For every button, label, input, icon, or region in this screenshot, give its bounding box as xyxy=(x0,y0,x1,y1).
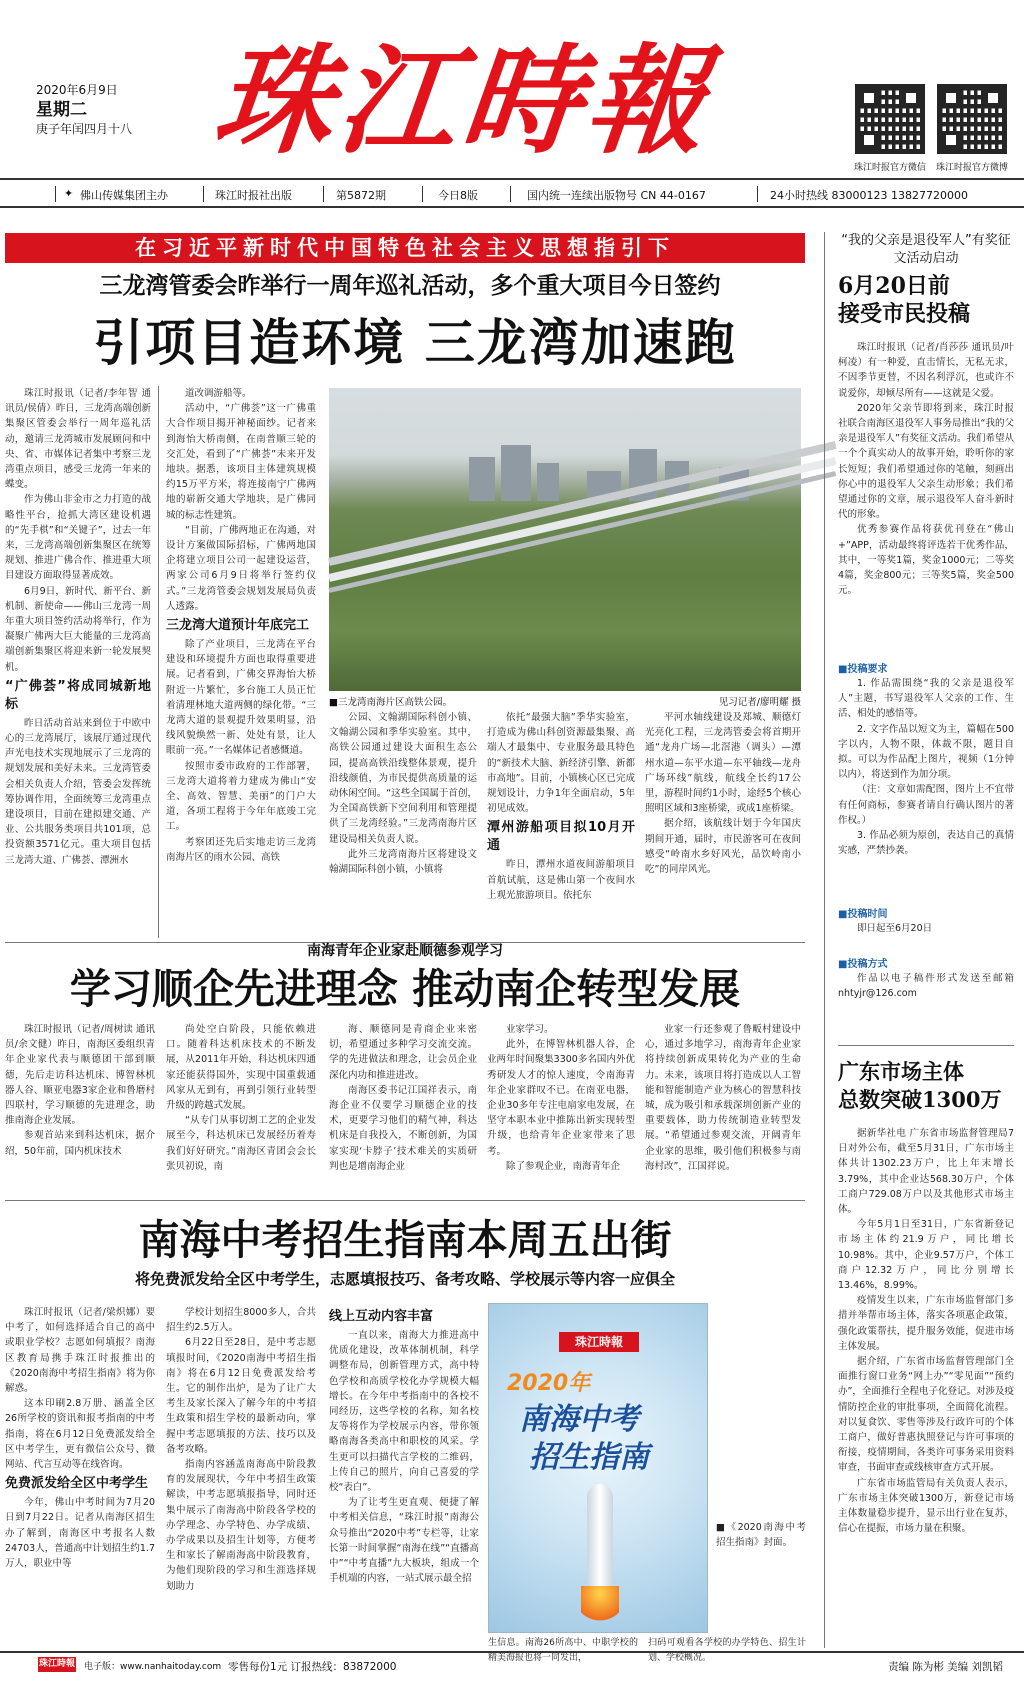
side2-headline-2: 总数突破1300万 xyxy=(838,1087,1002,1112)
lead-kicker: 三龙湾管委会昨举行一周年巡礼活动，多个重大项目今日签约 xyxy=(99,273,721,299)
paragraph: 据新华社电 广东省市场监督管理局7日对外公布，截至5月31日，广东市场主体共计1302.23万户，比上年末增长3.79%，其中企业达568.30万户，个体工商户729.08万户以及其他形式市场主体。 xyxy=(838,1128,1014,1216)
rocket-icon xyxy=(587,1484,613,1594)
cover-year: 2020年 xyxy=(507,1371,591,1396)
paragraph: 2020年父亲节即将到来，珠江时报社联合南海区退役军人事务局推出“我的父亲是退役军人”有奖征文活动。我们希望从一个个真实动人的故事开始，聆听你的家长短短；我们希望通过你的笔触，刻画出你心中的退役军人父亲生动形象；我们希望通过你的文章，展示退役军人奋斗新时代的形象。 xyxy=(838,402,1014,521)
paragraph: 今年，佛山中考时间为7月20日到7月22日。记者从南海区招生办了解到，南海区中考报名人数24703人，普通高中计划招生约1.7万人，职业中等 xyxy=(5,1497,155,1570)
rocket-flame-icon xyxy=(581,1586,619,1626)
lead-column-3 xyxy=(329,710,477,940)
side1-kicker: “我的父亲是退役军人”有奖征文活动启动 xyxy=(841,233,1011,266)
issuer: 珠江时报社出版 xyxy=(215,189,292,202)
paragraph: 6月9日，新时代、新平台、新机制、新使命——佛山三龙湾一周年重大项目签约活动将举行，作为凝聚广佛两大巨大能量的三龙湾高端创新集聚区将迎来新一轮发展契机。 xyxy=(5,585,151,673)
cover-title-line1: 南海中考 xyxy=(519,1402,639,1437)
slogan-banner: 在习近平新时代中国特色社会主义思想指引下 xyxy=(5,233,805,263)
lead-column-2 xyxy=(166,386,316,940)
paragraph: 昨日活动首站来到位于中欧中心的三龙湾展厅，该展厅通过现代声光电技术实现地展示了三龙湾的规划发展和美好未来。三龙湾管委会相关负责人介绍，管委会发挥统筹协调作用，全面统筹三龙湾重点建设项目，目前在建拟建交通、产业、公共服务类项目共101项，总投资额3571亿元。重大项目包括三龙湾大道、广佛荟、潭洲水 xyxy=(5,717,151,866)
second-headline: 学习顺企先进理念 推动南企转型发展 xyxy=(69,965,741,1013)
side1-body xyxy=(838,340,1014,648)
photo-credit: 见习记者/廖明耀 摄 xyxy=(718,697,801,708)
third-tail-1: 生信息。南海26所高中、中职学校的精美海报也将一同发出， xyxy=(488,1638,638,1664)
date-block xyxy=(36,82,132,138)
paragraph: 参观首站来到科达机床，据介绍，50年前，国内机床技术 xyxy=(5,1130,155,1157)
logo-mark-icon: ✦ xyxy=(64,187,74,200)
footer-bar xyxy=(0,1651,1024,1675)
paragraph: 业家学习。 xyxy=(506,1024,554,1035)
cover-brand: 珠江時報 xyxy=(559,1332,639,1352)
second-column-4 xyxy=(487,1022,635,1187)
hotline: 24小时热线 83000123 13827720000 xyxy=(770,189,968,202)
side1-req-title: ■投稿要求 xyxy=(838,664,888,675)
paragraph: 为了让考生更直观、便捷了解中考相关信息，“珠江时报”南海公众号推出“2020中考”专栏等，让家长第一时间掌握“南海在线”“直播高中”“中考直播”九大板块，组成一个手机端的内容，一站式展示最全招 xyxy=(329,1497,479,1585)
second-kicker: 南海青年企业家赴顺德参观学习 xyxy=(307,943,503,959)
side1-headline-2: 接受市民投稿 xyxy=(838,301,971,327)
lead-column-4 xyxy=(487,710,635,940)
paragraph: 除了参观企业，南海青年企 xyxy=(506,1160,621,1172)
paragraph: 这本印刷2.8万册、涵盖全区26所学校的资讯和报考指南的中考指南，将在6月12日免费派发给全区中考学生，更有微信公众号、微网站、代言互动等在线咨询。 xyxy=(5,1398,155,1471)
paragraph: 珠江时报讯（记者/李年智 通讯员/侯倩）昨日，三龙湾高端创新集聚区管委会举行一周年巡礼活动，邀请三龙湾城市发展顾问和中央、省、市媒体记者集中考察三龙湾重点项目，感受三龙湾一年来的蝶变。 xyxy=(5,388,151,491)
paragraph: 6月22日至28日，是中考志愿填报时间，《2020南海中考招生指南》将在6月12日免费派发给考生。它的制作出炉，是为了让广大考生及家长深入了解今年的中考招生政策和招生学校的最新动向，掌握中考志愿填报的方法、技巧以及备考攻略。 xyxy=(166,1337,316,1455)
paragraph: “目前，广佛两地正在沟通，对设计方案做国际招标，广佛两地国企将建立项目公司一起建设运营，两家公司6月9日将举行签约仪式。”三龙湾管委会规划发展局负责人透露。 xyxy=(166,524,316,612)
paragraph: 依托“最强大脑”季华实验室，打造成为佛山科创资源最集聚、高端人才最集中、专业服务最具特色的“新技术大脑、新经济引擎、新都市高地”。目前，小镇核心区已完成规划设计，力争1年全面启动，5年初见成效。 xyxy=(487,712,635,815)
third-column-2 xyxy=(166,1305,316,1647)
footer-price: 零售每份1元 订报热线：83872000 xyxy=(228,1661,397,1673)
subheading: 三龙湾大道预计年底完工 xyxy=(166,618,310,634)
paragraph: 珠江时报讯（记者/周树读 通讯员/余文健）昨日，南海区委组织青年企业家代表与顺德团干部到顺德，先后走访科达机床、博智林机器人谷、顺亚电器3家企业和鲁磨村四联村，学习顺德的先进理念，助推南海企业发展。 xyxy=(5,1024,155,1127)
paragraph: 此外，在博智林机器人谷，企业两年时间聚集3300多名国内外优秀研发人才的惊人速度，令南海青年企业家群叹不已。在南亚电器，企业30多年专注电扇家电发展，在坚守本职本业中推陈出新实现转型升级，也给青年企业家带来了思考。 xyxy=(487,1039,635,1157)
paragraph: 此外三龙湾南海片区将建设文翰湖国际科创小镇，小镇将 xyxy=(329,848,477,876)
qr-wechat-caption: 珠江时报官方微信 xyxy=(853,163,926,173)
paragraph: 作为佛山非金市之力打造的战略性平台，抢抓大湾区建设机遇的“先手棋”和“关键子”，过去一年来，三龙湾高端创新集聚区在统筹规划、推进广佛合作、推进重大项目建设方面取得显著成效。 xyxy=(5,494,151,582)
guide-cover-image xyxy=(488,1303,708,1633)
footer-site[interactable]: 电子版：www.nanhaitoday.com xyxy=(84,1662,222,1672)
third-column-3 xyxy=(329,1305,479,1647)
paragraph: 珠江时报讯（记者/梁炽娜）要中考了，如何选择适合自己的高中或职业学校？志愿如何填报？南海区教育局携手珠江时报推出的《2020南海中考招生指南》将为你解惑。 xyxy=(5,1307,155,1395)
side1-headline-1: 6月20日前 xyxy=(838,273,950,299)
paragraph: 今年5月1日至31日，广东省新登记市场主体约21.9万户，同比增长10.98%。其中，企业9.57万户，个体工商户12.32万户，同比分别增长13.46%，8.99%。 xyxy=(838,1219,1014,1292)
issue-number: 第5872期 xyxy=(336,189,386,202)
paragraph: 考察团还先后实地走访三龙湾南海片区的雨水公园、高铁 xyxy=(166,836,316,863)
third-headline: 南海中考招生指南本周五出街 xyxy=(138,1216,672,1264)
issue-weekday: 星期二 xyxy=(36,100,87,120)
side1-time-title: ■投稿时间 xyxy=(838,909,888,920)
paragraph: 平河水轴线建设及郑城、顺德灯光亮化工程，三龙湾管委会将首期开通“龙舟广场—北滘港（调头）—潭州水道—东平水道—东平轴线—龙舟广场环线”航线，航线全长约17公里，游程时间约1小时，途经5个核心照明区域和3座桥梁，或成1座桥梁。 xyxy=(645,712,801,815)
issue-date: 2020年6月9日 xyxy=(36,83,118,97)
third-column-1 xyxy=(5,1305,155,1647)
qr-weibo-caption: 珠江时报官方微博 xyxy=(935,163,1008,173)
paragraph: 2. 文字作品以短文为主，篇幅在500字以内，人物不限，体裁不限，题目自拟。可以为作品配上图片，视频（1分钟以内），将送到作为加分项。 xyxy=(838,723,1014,781)
lunar-date: 庚子年闰四月十八 xyxy=(36,122,133,136)
footer-logo: 珠江時報 xyxy=(38,1657,76,1672)
cn-number: 国内统一连续出版物号 CN 44-0167 xyxy=(527,189,706,202)
subheading: 潭州游船项目拟10月开通 xyxy=(487,820,635,854)
paragraph: 据介绍，广东省市场监督管理部门全面推行窗口业务“网上办”“零见面”“预约办”，全面推行全程电子化登记。对涉及疫情防控企业的审批事项，全面简化流程。对以复食饮、零售等涉及行政许可的个体工商户，做好普惠执照登记与许可事项的衔接，疫情期间，各类许可事务采用资料审查，书面审查或线核审查方式开展。 xyxy=(838,1356,1014,1474)
publisher: 佛山传媒集团主办 xyxy=(80,189,168,202)
lead-headline: 引项目造环境 三龙湾加速跑 xyxy=(93,313,737,372)
side1-method: 作品以电子稿件形式发送至邮箱nhtyjr@126.com xyxy=(838,973,1014,1000)
page-count: 今日8版 xyxy=(438,189,478,202)
qr-wechat[interactable] xyxy=(855,84,925,154)
side2-body xyxy=(838,1126,1014,1646)
side1-time: 即日起至6月20日 xyxy=(857,923,933,934)
subheading: 免费派发给全区中考学生 xyxy=(5,1476,149,1492)
paragraph: 3. 作品必须为原创，表达自己的真情实感，严禁抄袭。 xyxy=(838,830,1014,857)
paragraph: 学校计划招生8000多人，合共招生约2.5万人。 xyxy=(166,1307,316,1334)
paragraph: 尚处空白阶段，只能依赖进口。随着科达机床技术的不断发展，从2011年开始，科达机床四通家还能获得国外，实现中国重载通风家从无到有，再到引领行业转型升级的跨越式发展。 xyxy=(166,1024,316,1112)
info-bar xyxy=(0,178,1024,208)
paragraph: 按照市委市政府的工作部署，三龙湾大道将着力建成为佛山“安全、高效、智慧、美丽”的门户大道，各项工程将于今年年底竣工完工。 xyxy=(166,760,316,833)
newspaper-logo: 珠江時報 xyxy=(207,31,719,170)
paragraph: 海、顺德同是青商企业来密切，希望通过多种学习交流交流。学的先进做法和理念，让会员企业深化内功和推进进改。 xyxy=(329,1024,477,1081)
subheading: 线上互动内容丰富 xyxy=(329,1309,434,1324)
qr-weibo[interactable] xyxy=(937,84,1007,154)
side2-headline-1: 广东市场主体 xyxy=(838,1059,964,1084)
lead-column-1 xyxy=(5,386,151,940)
side1-req xyxy=(838,676,1014,896)
subheading: “广佛荟”将成同城新地标 xyxy=(5,678,151,712)
photo-caption: ■三龙湾南海片区高铁公园。 xyxy=(329,697,452,708)
second-column-2 xyxy=(166,1022,316,1187)
paragraph: 公园、文翰湖国际科创小镇、文翰湖公园和季华实验室。其中，高铁公园通过建设大面积生态公园，提高高铁沿线整体景观，提升沿线颜值，为市民提供高质量的运动休闲空间。“这些全国属于首创，为全国高铁新下空间利用和管理提供了三龙湾经验。”三龙湾南海片区建设局相关负责人说。 xyxy=(329,712,477,845)
second-column-1 xyxy=(5,1022,155,1187)
paragraph: 除了产业项目，三龙湾在平台建设和环境提升方面也取得重要进展。记者看到，广佛交界海怡大桥附近一片繁忙，多台施工人员正忙着清理林地大道两侧的绿化带。“三龙湾大道的景观提升效果明显，沿线风貌焕然一新、处处有景，让人眼前一亮。”一名媒体记者感慨道。 xyxy=(166,639,316,757)
paragraph: （注：文章如需配图，图片上不宜带有任何商标，参赛者请自行确认图片的著作权。） xyxy=(838,784,1014,826)
third-tail-2: 扫码可观看各学校的办学特色、招生计划、学校概况。 xyxy=(648,1638,806,1664)
second-column-5 xyxy=(645,1022,801,1187)
cover-title-line2: 招生指南 xyxy=(529,1440,649,1475)
lead-column-5 xyxy=(645,710,801,940)
photo-caption-row xyxy=(329,694,801,708)
side1-method-title: ■投稿方式 xyxy=(838,959,888,970)
paragraph: 据介绍，该航线计划于今年国庆期间开通，届时，市民游客可在夜间感受“岭南水乡好风光，品饮岭南小吃”的同岸风光。 xyxy=(645,818,801,876)
paragraph: 道改调游船等。 xyxy=(185,388,252,399)
paragraph: 活动中，“广佛荟”这一广佛重大合作项目揭开神秘面纱。记者来到海怡大桥南侧，在南普顺三轮的交汇处，看到了“广佛荟”未来开发地块。据悉，该项目主体建筑规模约15万平方米，将连接南宁广佛两地的崭新交通大学地块，是广佛同城的标志性建筑。 xyxy=(166,403,316,521)
second-column-3 xyxy=(329,1022,477,1187)
paragraph: 业家一行还参观了鲁畈村建设中心，通过多地学习，南海青年企业家将持续创新成果转化为产业的生命力。未来，该项目将打造成以人工智能和智能制造产业为核心的智慧科技城，成为吸引和承载深圳创新产业的重要载体，助力传统制造业转型发展。“希望通过参观交流，开阔青年企业家的思维，吸引他们积极参与南海村改”，江国祥说。 xyxy=(645,1024,801,1172)
third-kicker: 将免费派发给全区中考学生，志愿填报技巧、备考攻略、学校展示等内容一应俱全 xyxy=(134,1270,675,1288)
paragraph: 南海区委书记江国祥表示，南海企业不仅要学习顺德企业的技术，更要学习他们的精气神，科达机床是自我投入，不断创新，为国家实现‘卡脖子’技术难关的实质研判也是增南海企业 xyxy=(329,1084,477,1172)
paragraph: 疫情发生以来，广东市场监督部门多措并举帮市场主体，落实各项惠企政策，强化政策帮扶，提升服务效能，促进市场主体发展。 xyxy=(838,1295,1014,1352)
paragraph: 一直以来，南海大力推进高中优质化建设，改革体制机制，科学调整布局，创新管理方式，高中特色学校和高质学校化办学规模大幅增长。在今年中考指南中的各校不同经历，这些学校的名称，知名校友等将作为学校展示内容，带你领略南海各类高中和职校的风采。学生更可以扫描代言学校的二维码，上传自己的照片，向自己喜爱的学校“表白”。 xyxy=(329,1330,479,1494)
paragraph: “从专门从事切割工艺的企业发展至今，科达机床已发展经历着寿我们好好研究。”南海区青团会会长张贝初说，南 xyxy=(166,1115,316,1172)
cover-caption: ■《2020南海中考招生指南》封面。 xyxy=(716,1522,806,1549)
paragraph: 珠江时报讯（记者/肖莎莎 通讯员/叶柯凌）有一种爱，直击情长，无私无求，不因季节更替，不因名利浮沉，也或许不说爱你，却倾尽所有——这就是父爱。 xyxy=(838,342,1014,399)
paragraph: 昨日，潭州水道夜间游船项目首航试航，这是佛山第一个夜间水上观光旅游项目。依托东 xyxy=(487,859,635,901)
paragraph: 1. 作品需围绕“我的父亲是退役军人”主题，书写退役军人父亲的工作、生活、相处的感悟等。 xyxy=(838,678,1014,720)
footer-editors: 责编 陈为彬 美编 刘凯韬 xyxy=(888,1661,1004,1673)
lead-photo xyxy=(329,388,801,691)
paragraph: 优秀参赛作品将获优刊登在“佛山+”APP，活动最终将评选若干优秀作品，其中，一等奖1篇，奖金1000元；二等奖4篇，奖金800元；三等奖5篇，奖金500元。 xyxy=(838,524,1014,597)
paragraph: 指南内容涵盖南海高中阶段教育的发展现状，今年中考招生政策解读，中考志愿填报指导，同时还集中展示了南海高中阶段各学校的办学理念、办学特色、办学成绩、办学成果以及招生计划等，方便考生和家长了解南海高中阶段教育，为他们现阶段的学习和生涯选择规划助力 xyxy=(166,1459,316,1592)
paragraph: 广东省市场监管局有关负责人表示，广东市场主体突破1300万，新登记市场主体数量稳步提升，显示出行业在复苏，信心在提振，市场力量在积聚。 xyxy=(838,1477,1014,1535)
